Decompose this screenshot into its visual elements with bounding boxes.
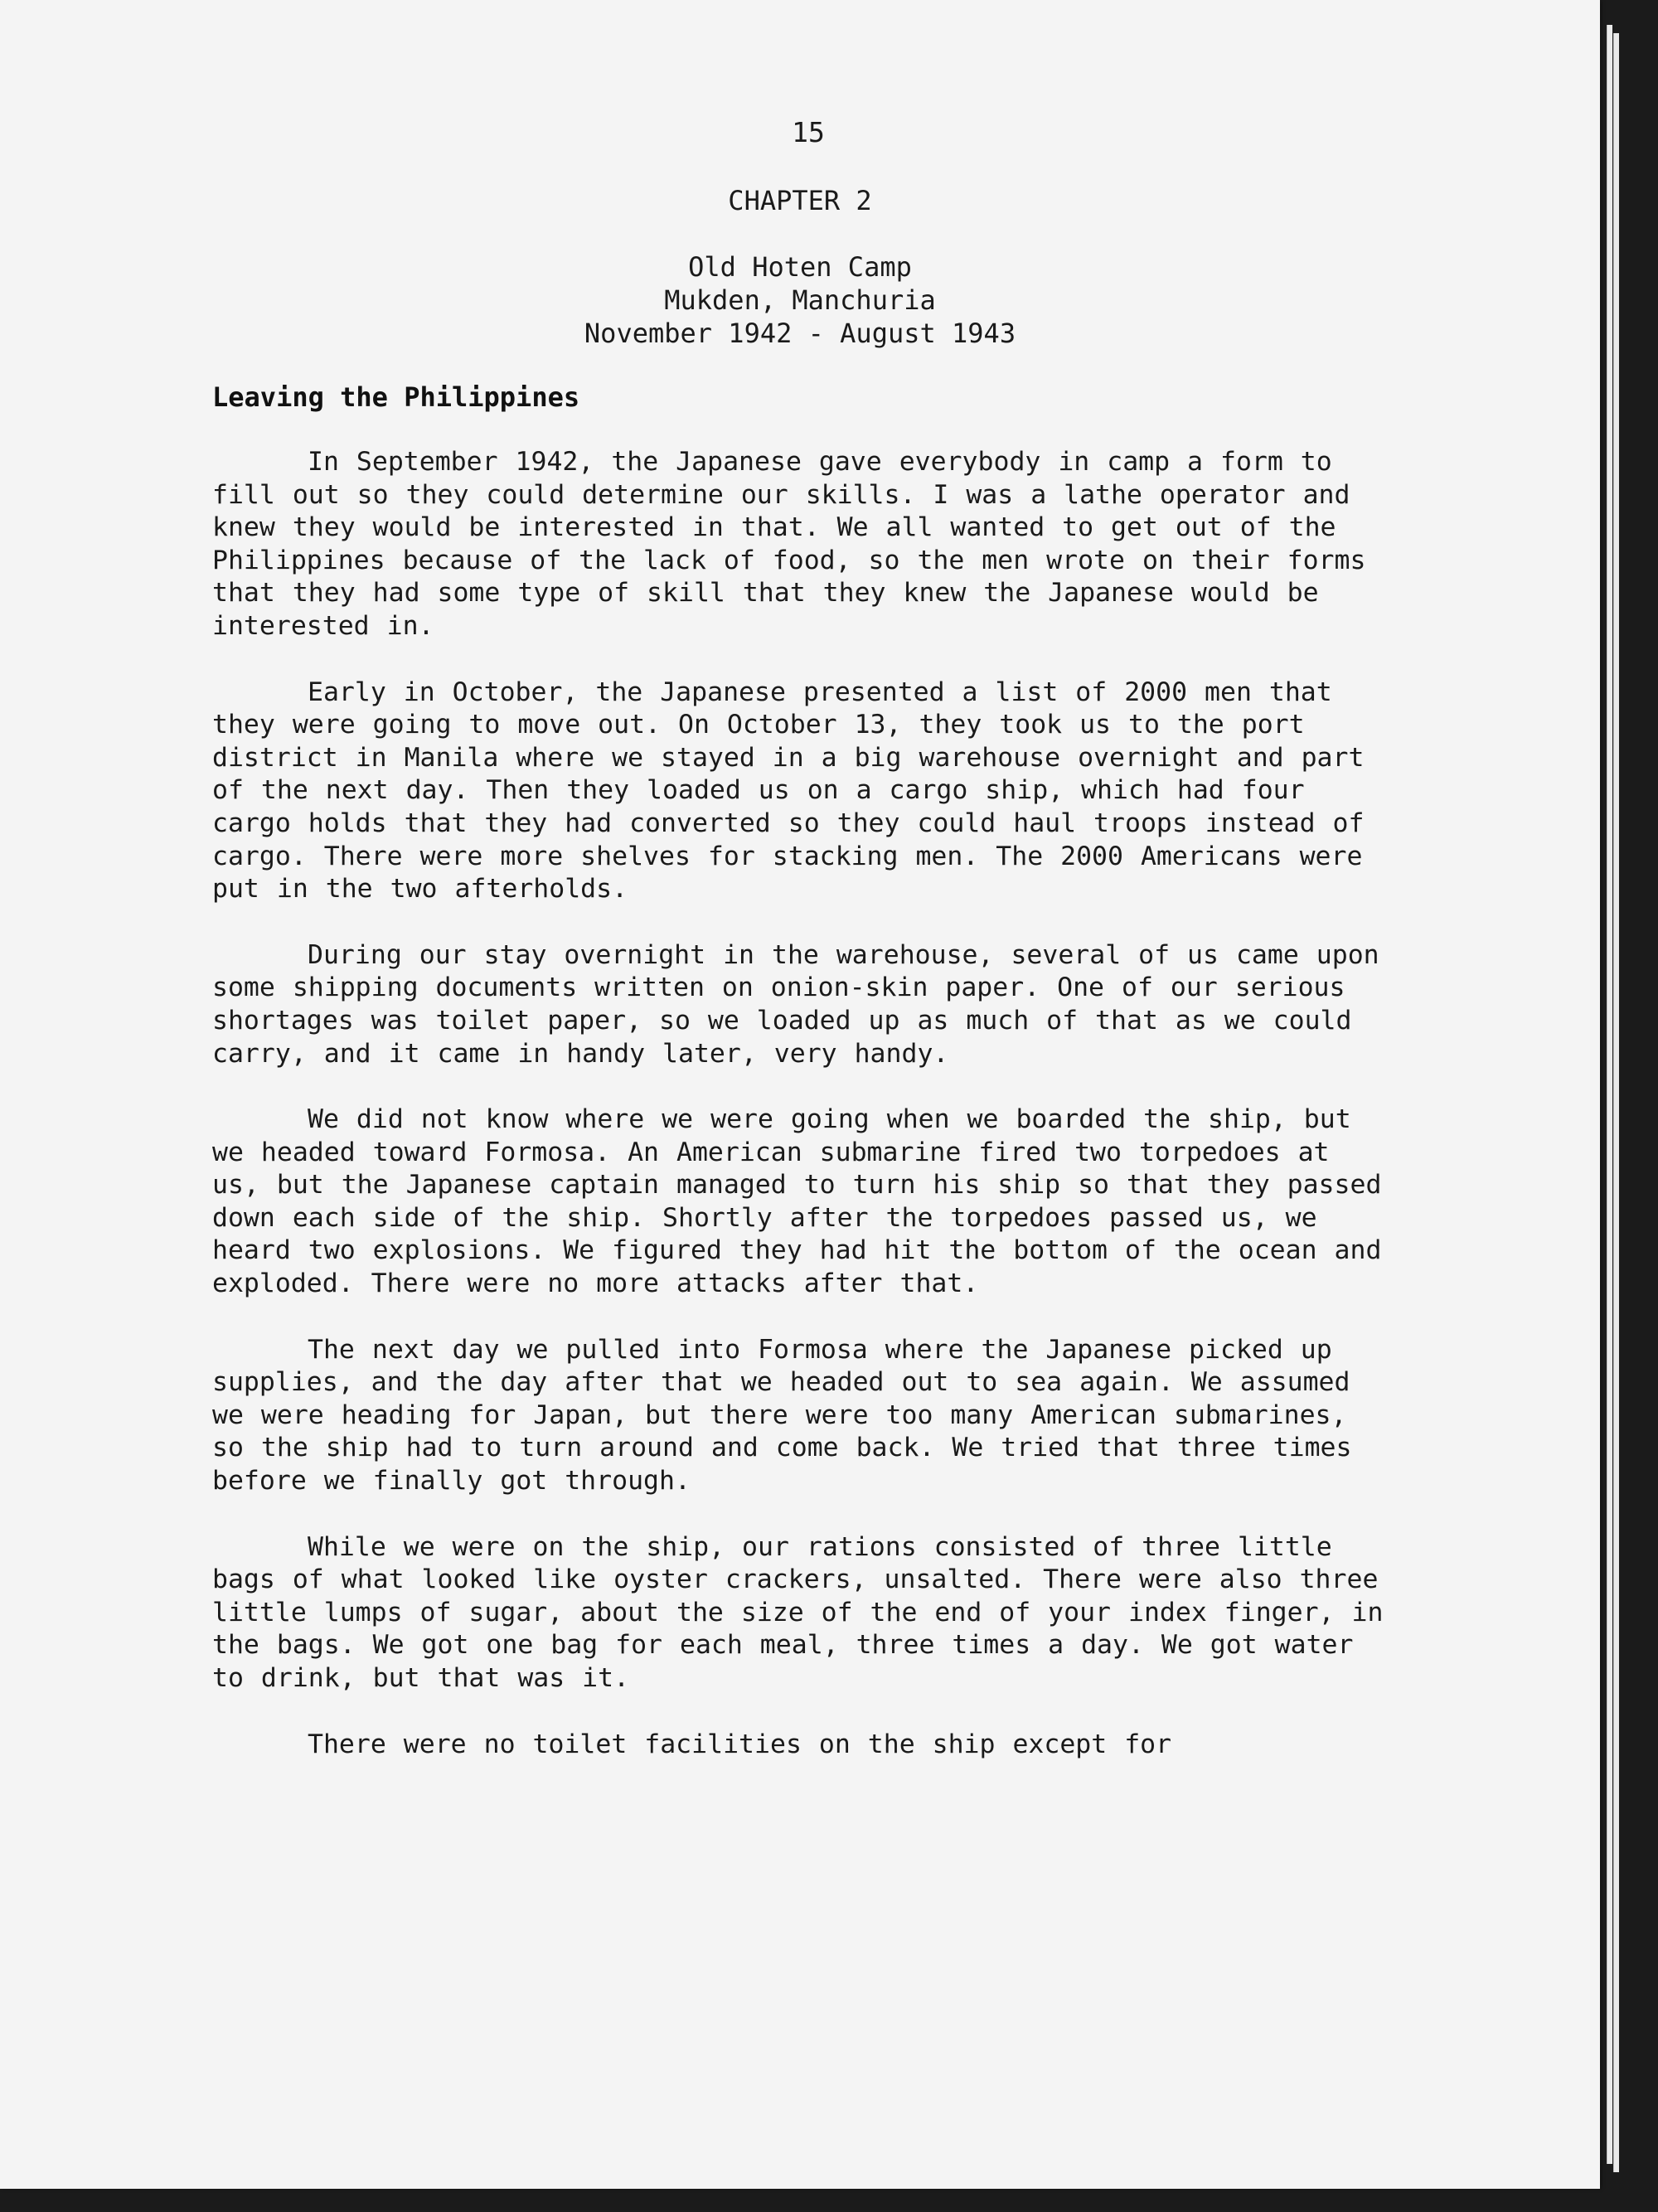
chapter-heading: CHAPTER 2: [728, 185, 872, 216]
page-stack-edge: [1607, 25, 1612, 2164]
paragraph: During our stay overnight in the warehouse, several of us came upon some shipping documents written on onion-skin paper. One of our serious shortages was toilet paper, so we loaded up as much of that as we could carry, and it came in handy later, very handy.: [212, 939, 1379, 1069]
camp-location: Mukden, Manchuria: [664, 284, 936, 316]
paragraph: There were no toilet facilities on the ship except for: [308, 1729, 1172, 1759]
body-text: [212, 446, 1389, 1794]
chapter-subtitle: [0, 250, 1600, 350]
paragraph: While we were on the ship, our rations consisted of three little bags of what looked like oyster crackers, unsalted. There were also three little lumps of sugar, about the size of the end of your index finger, in the bags. We got one bag for each meal, three times a day. We got water to drink, but that was it.: [212, 1531, 1384, 1693]
paragraph: In September 1942, the Japanese gave everybody in camp a form to fill out so they could determine our skills. I was a lathe operator and knew they would be interested in that. We all wanted to get out of the Philippines because of the lack of food, so the men wrote on their forms that they had some type of skill that they knew the Japanese would be interested in.: [212, 447, 1366, 641]
page-number: 15: [792, 116, 825, 148]
page-stack-edge: [1613, 33, 1619, 2172]
camp-name: Old Hoten Camp: [688, 251, 912, 283]
paragraph: We did not know where we were going when we boarded the ship, but we headed toward Formosa. An American submarine fired two torpedoes at us, but the Japanese captain managed to turn his ship so that they passed down each side of the ship. Shortly after the torpedoes passed us, we heard two explosions. We figured they had hit the bottom of the ocean and exploded. There were no more attacks after that.: [212, 1104, 1382, 1299]
paragraph: Early in October, the Japanese presented a list of 2000 men that they were going to move out. On October 13, they took us to the port district in Manila where we stayed in a big warehouse overnight and part of the next day. Then they loaded us on a cargo ship, which had four cargo holds that they had converted so they could haul troops instead of cargo. There were more shelves for stacking men. The 2000 Americans were put in the two afterholds.: [212, 677, 1365, 905]
paragraph: The next day we pulled into Formosa where the Japanese picked up supplies, and the day after that we headed out to sea again. We assumed we were heading for Japan, but there were too many American submarines, so the ship had to turn around and come back. We tried that three times before we finally got through.: [212, 1334, 1352, 1496]
date-range: November 1942 - August 1943: [584, 318, 1016, 349]
section-title: Leaving the Philippines: [212, 381, 580, 413]
